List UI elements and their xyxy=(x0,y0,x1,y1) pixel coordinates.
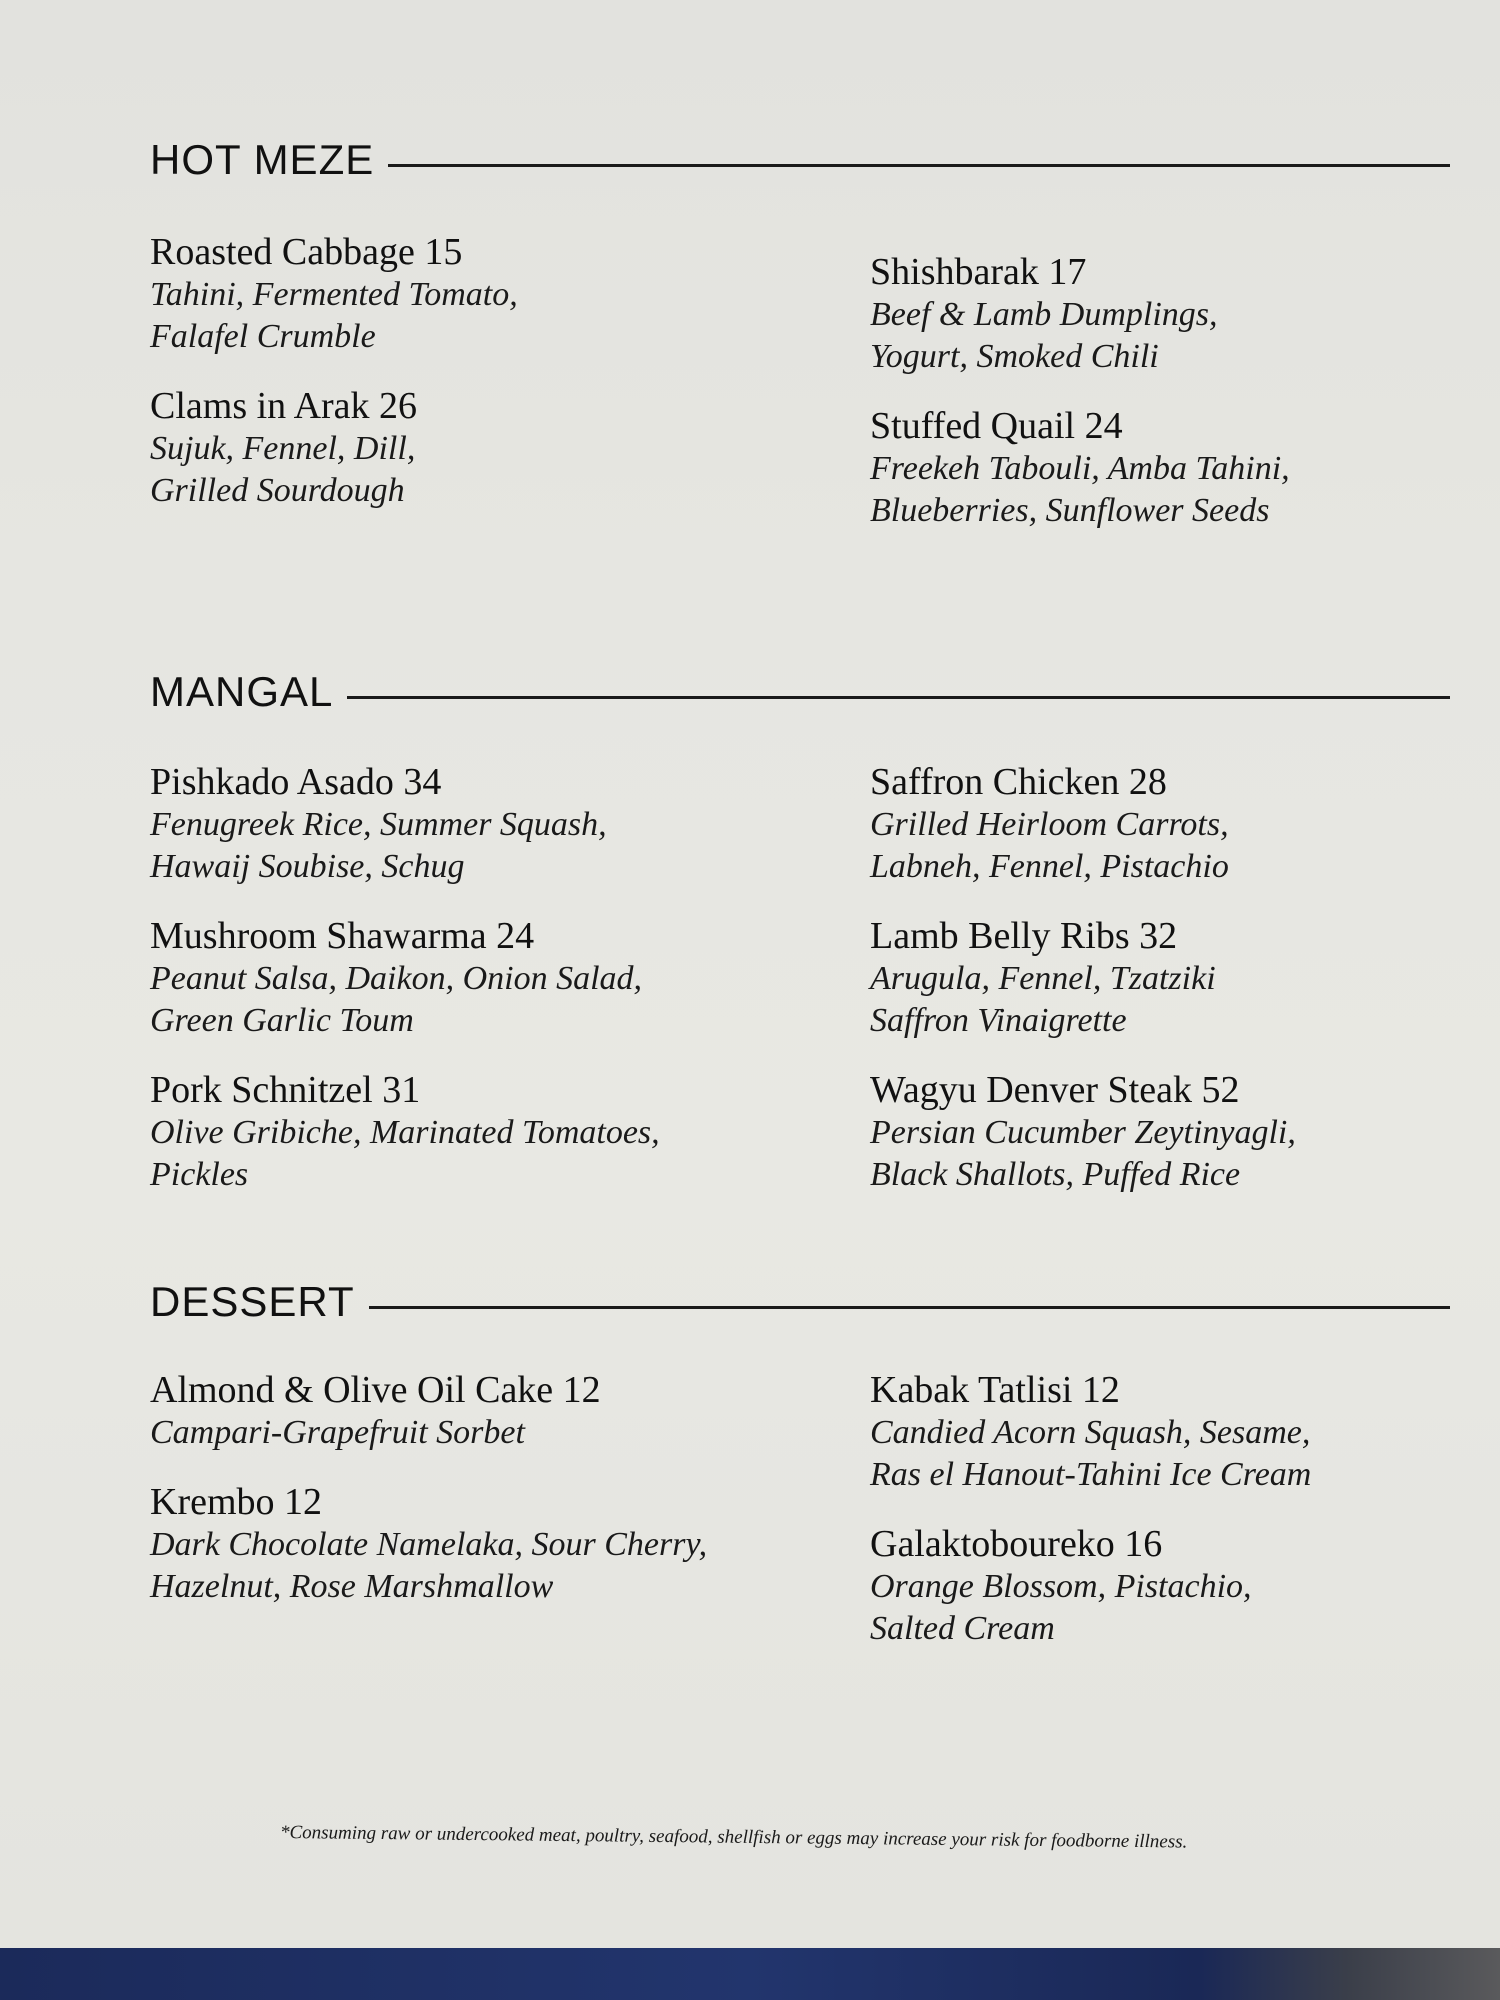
menu-columns xyxy=(150,760,1450,1222)
item-name: Shishbarak 17 xyxy=(870,251,1087,293)
menu-item xyxy=(150,760,870,888)
section-header xyxy=(150,1272,1450,1332)
item-name: Pork Schnitzel 31 xyxy=(150,1069,421,1111)
item-name: Mushroom Shawarma 24 xyxy=(150,915,535,957)
item-description: Peanut Salsa, Daikon, Onion Salad, Green Garlic Toum xyxy=(150,960,643,1039)
item-name: Pishkado Asado 34 xyxy=(150,761,442,803)
item-name: Almond & Olive Oil Cake 12 xyxy=(150,1369,601,1411)
background-strip xyxy=(0,1948,1500,2000)
menu-columns xyxy=(150,1368,1450,1676)
item-name: Lamb Belly Ribs 32 xyxy=(870,915,1178,957)
item-description: Fenugreek Rice, Summer Squash, Hawaij Soubise, Schug xyxy=(150,806,607,885)
item-description: Olive Gribiche, Marinated Tomatoes, Pickles xyxy=(150,1114,660,1193)
food-safety-disclaimer: *Consuming raw or undercooked meat, poultry, seafood, shellfish or eggs may increase your risk for foodborne illness. xyxy=(279,1822,1188,1853)
menu-item xyxy=(150,1068,870,1196)
menu-column-left xyxy=(150,760,870,1222)
menu-item xyxy=(150,914,870,1042)
menu-item xyxy=(870,1368,1430,1496)
menu-item xyxy=(870,760,1430,888)
item-name: Roasted Cabbage 15 xyxy=(150,231,463,273)
item-description: Beef & Lamb Dumplings, Yogurt, Smoked Chili xyxy=(870,296,1218,375)
menu-column-right xyxy=(870,760,1430,1222)
menu-columns xyxy=(150,230,1450,558)
item-name: Kabak Tatlisi 12 xyxy=(870,1369,1120,1411)
menu-item xyxy=(870,250,1430,378)
menu-item xyxy=(150,1368,870,1454)
item-name: Krembo 12 xyxy=(150,1481,323,1523)
item-description: Orange Blossom, Pistachio, Salted Cream xyxy=(870,1568,1252,1647)
item-description: Campari-Grapefruit Sorbet xyxy=(150,1414,525,1451)
menu-item xyxy=(870,1068,1430,1196)
item-name: Wagyu Denver Steak 52 xyxy=(870,1069,1240,1111)
item-description: Arugula, Fennel, Tzatziki Saffron Vinaigrette xyxy=(870,960,1216,1039)
section-hot-meze xyxy=(150,130,1450,558)
menu-item xyxy=(150,384,870,512)
menu-column-right xyxy=(870,1368,1430,1676)
item-description: Tahini, Fermented Tomato, Falafel Crumble xyxy=(150,276,518,355)
item-name: Saffron Chicken 28 xyxy=(870,761,1167,803)
item-name: Galaktoboureko 16 xyxy=(870,1523,1163,1565)
section-divider xyxy=(388,164,1450,167)
item-name: Clams in Arak 26 xyxy=(150,385,418,427)
section-header xyxy=(150,130,1450,190)
item-name: Stuffed Quail 24 xyxy=(870,405,1123,447)
item-description: Freekeh Tabouli, Amba Tahini, Blueberries, Sunflower Seeds xyxy=(870,450,1290,529)
item-description: Grilled Heirloom Carrots, Labneh, Fennel, Pistachio xyxy=(870,806,1229,885)
menu-item xyxy=(150,1480,870,1608)
section-header xyxy=(150,662,1450,722)
item-description: Dark Chocolate Namelaka, Sour Cherry, Hazelnut, Rose Marshmallow xyxy=(150,1526,708,1605)
menu-item xyxy=(870,914,1430,1042)
menu-item xyxy=(870,404,1430,532)
menu-column-left xyxy=(150,230,870,558)
section-title: HOT MEZE xyxy=(150,136,375,183)
section-dessert xyxy=(150,1272,1450,1676)
section-title: DESSERT xyxy=(150,1278,355,1325)
item-description: Sujuk, Fennel, Dill, Grilled Sourdough xyxy=(150,430,416,509)
menu-column-left xyxy=(150,1368,870,1676)
section-mangal xyxy=(150,662,1450,1222)
menu-item xyxy=(150,230,870,358)
menu-column-right xyxy=(870,230,1430,558)
item-description: Candied Acorn Squash, Sesame, Ras el Hanout-Tahini Ice Cream xyxy=(870,1414,1312,1493)
section-divider xyxy=(369,1306,1450,1309)
section-title: MANGAL xyxy=(150,668,334,715)
section-divider xyxy=(347,696,1450,699)
item-description: Persian Cucumber Zeytinyagli, Black Shallots, Puffed Rice xyxy=(870,1114,1296,1193)
menu-item xyxy=(870,1522,1430,1650)
